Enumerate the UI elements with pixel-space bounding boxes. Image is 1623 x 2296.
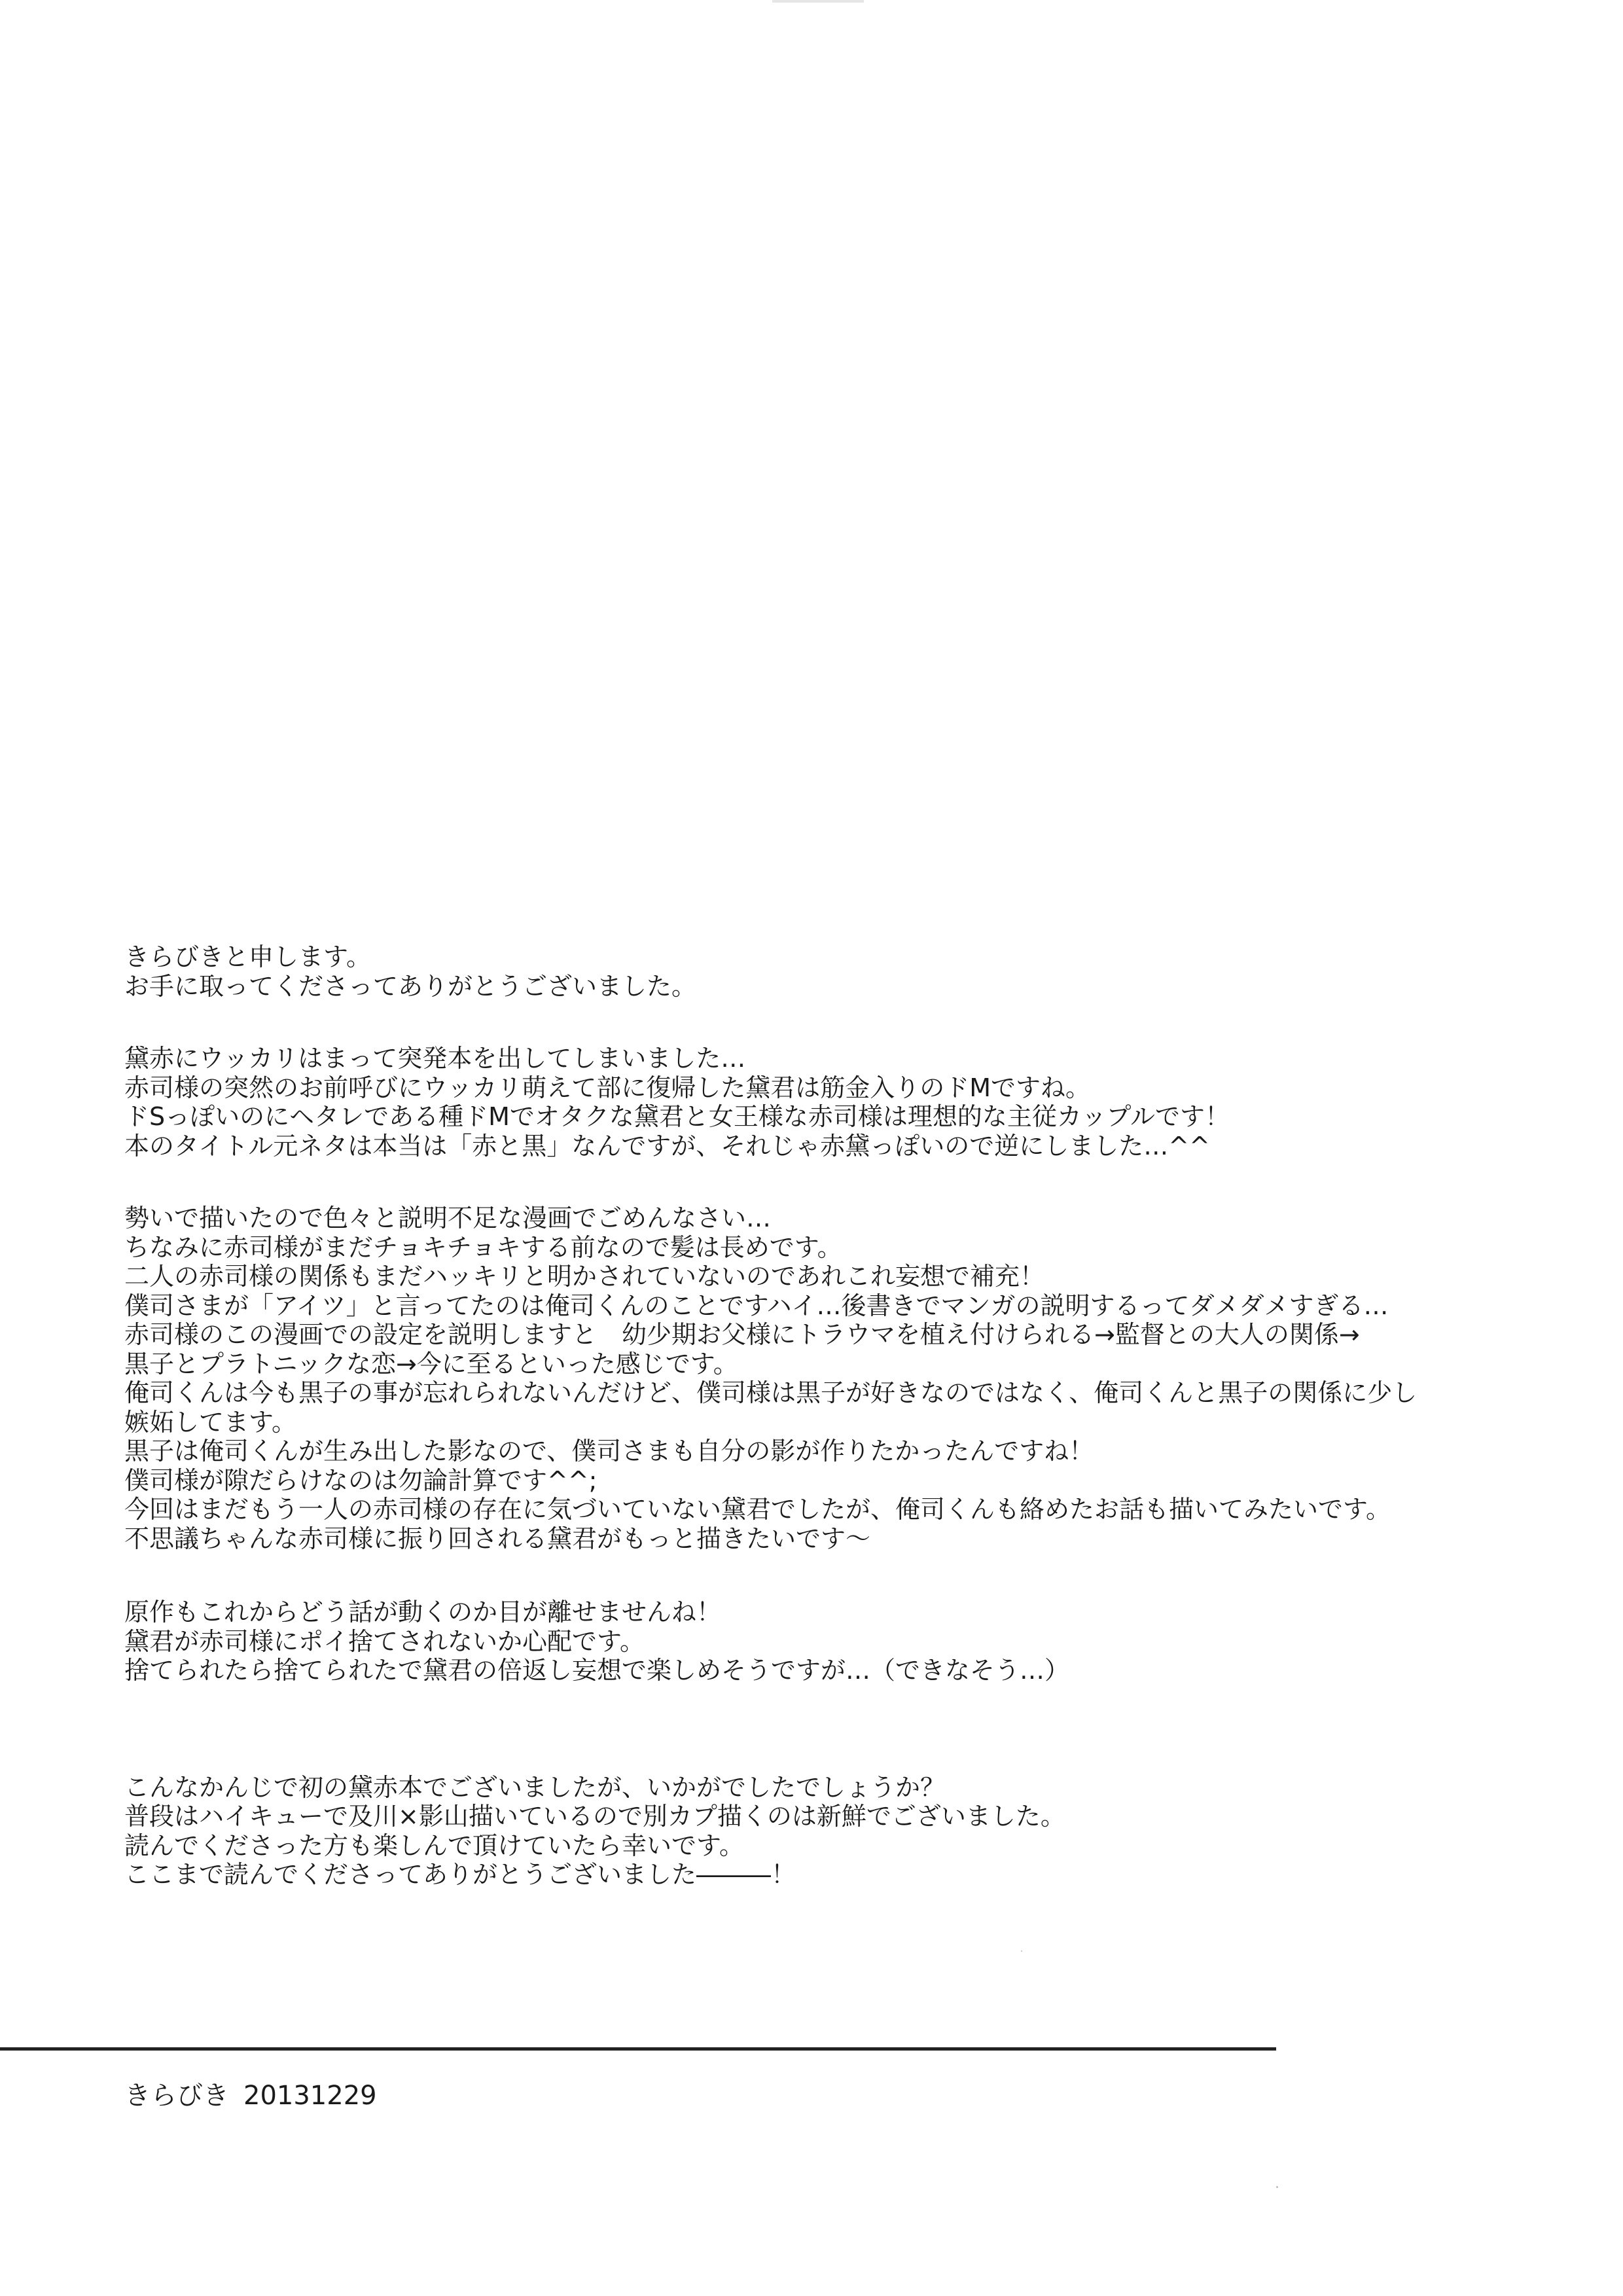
horizontal-rule [0,2047,1276,2051]
afterword-body [124,942,1531,1890]
text-line: ちなみに赤司様がまだチョキチョキする前なので髪は長めです。 [124,1232,842,1262]
text-line: こんなかんじで初の黛赤本でございましたが、いかがでしたでしょうか？ [124,1772,946,1802]
text-line: 嫉妬してます。 [124,1407,296,1437]
text-line: 勢いで描いたので色々と説明不足な漫画でごめんなさい… [124,1204,772,1232]
text-line: ここまで読んでくださってありがとうございました―――！ [124,1860,796,1889]
paragraph-gap [124,1685,1531,1773]
text-line: 僕司様が隙だらけなのは勿論計算です^^; [124,1465,597,1495]
text-line: 赤司様の突然のお前呼びにウッカリ萌えて部に復帰した黛君は筋金入りのドMですね。 [124,1073,1091,1102]
paragraph-closing [124,1773,1531,1890]
paragraph-gap [124,1553,1531,1598]
text-line: 原作もこれからどう話が動くのか目が離せませんね！ [124,1598,722,1626]
scan-speck [1021,1950,1022,1952]
text-line: 黒子は俺司くんが生み出した影なので、僕司さまも自分の影が作りたかったんですね！ [124,1437,1094,1465]
signature [124,2080,377,2111]
paragraph-gap [124,1160,1531,1204]
text-line: 黛赤にウッカリはまって突発本を出してしまいました… [124,1044,746,1073]
text-line: 今回はまだもう一人の赤司様の存在に気づいていない黛君でしたが、俺司くんも絡めたお話も描いてみたいです。 [124,1495,1391,1524]
text-line: 俺司くんは今も黒子の事が忘れられないんだけど、僕司様は黒子が好きなのではなく、俺司くんと黒子の関係に少し [124,1378,1418,1407]
text-line: 捨てられたら捨てられたで黛君の倍返し妄想で楽しめそうですが…（できなそう…） [124,1656,1070,1685]
text-line: 二人の赤司様の関係もまだハッキリと明かされていないのであれこれ妄想で補充！ [124,1262,1045,1291]
author-name: きらびき [124,2081,229,2111]
paragraph-greeting [124,942,1531,1001]
signature-date: 20131229 [243,2081,377,2111]
text-line: ドSっぽいのにヘタレである種ドMでオタクな黛君と女王様な赤司様は理想的な主従カップルです！ [124,1102,1230,1131]
text-line: 読んでくださった方も楽しんで頂けていたら幸いです。 [124,1831,744,1860]
text-line: 黛君が赤司様にポイ捨てされないか心配です。 [124,1626,645,1656]
paragraph-gap [124,1001,1531,1044]
text-line: お手に取ってくださってありがとうございました。 [124,971,697,1001]
text-line: 不思議ちゃんな赤司様に振り回される黛君がもっと描きたいです〜 [124,1524,871,1553]
text-line: 普段はハイキューで及川×影山描いているので別カプ描くのは新鮮でございました。 [124,1802,1065,1831]
text-line: 本のタイトル元ネタは本当は「赤と黒」なんですが、それじゃ赤黛っぽいので逆にしました…^^ [124,1131,1210,1160]
text-line: 赤司様のこの漫画での設定を説明しますと 幼少期お父様にトラウマを植え付けられる→監督との大人の関係→ [124,1320,1360,1349]
scan-edge-mark [772,0,864,3]
paragraph-original-work [124,1598,1531,1685]
paragraph-intro [124,1044,1531,1160]
text-line: 黒子とプラトニックな恋→今に至るといった感じです。 [124,1349,738,1378]
text-line: 僕司さまが「アイツ」と言ってたのは俺司くんのことですハイ…後書きでマンガの説明するってダメダメすぎる… [124,1291,1389,1320]
scan-speck [1276,2186,1278,2188]
paragraph-explanation [124,1204,1531,1553]
text-line: きらびきと申します。 [124,942,371,971]
